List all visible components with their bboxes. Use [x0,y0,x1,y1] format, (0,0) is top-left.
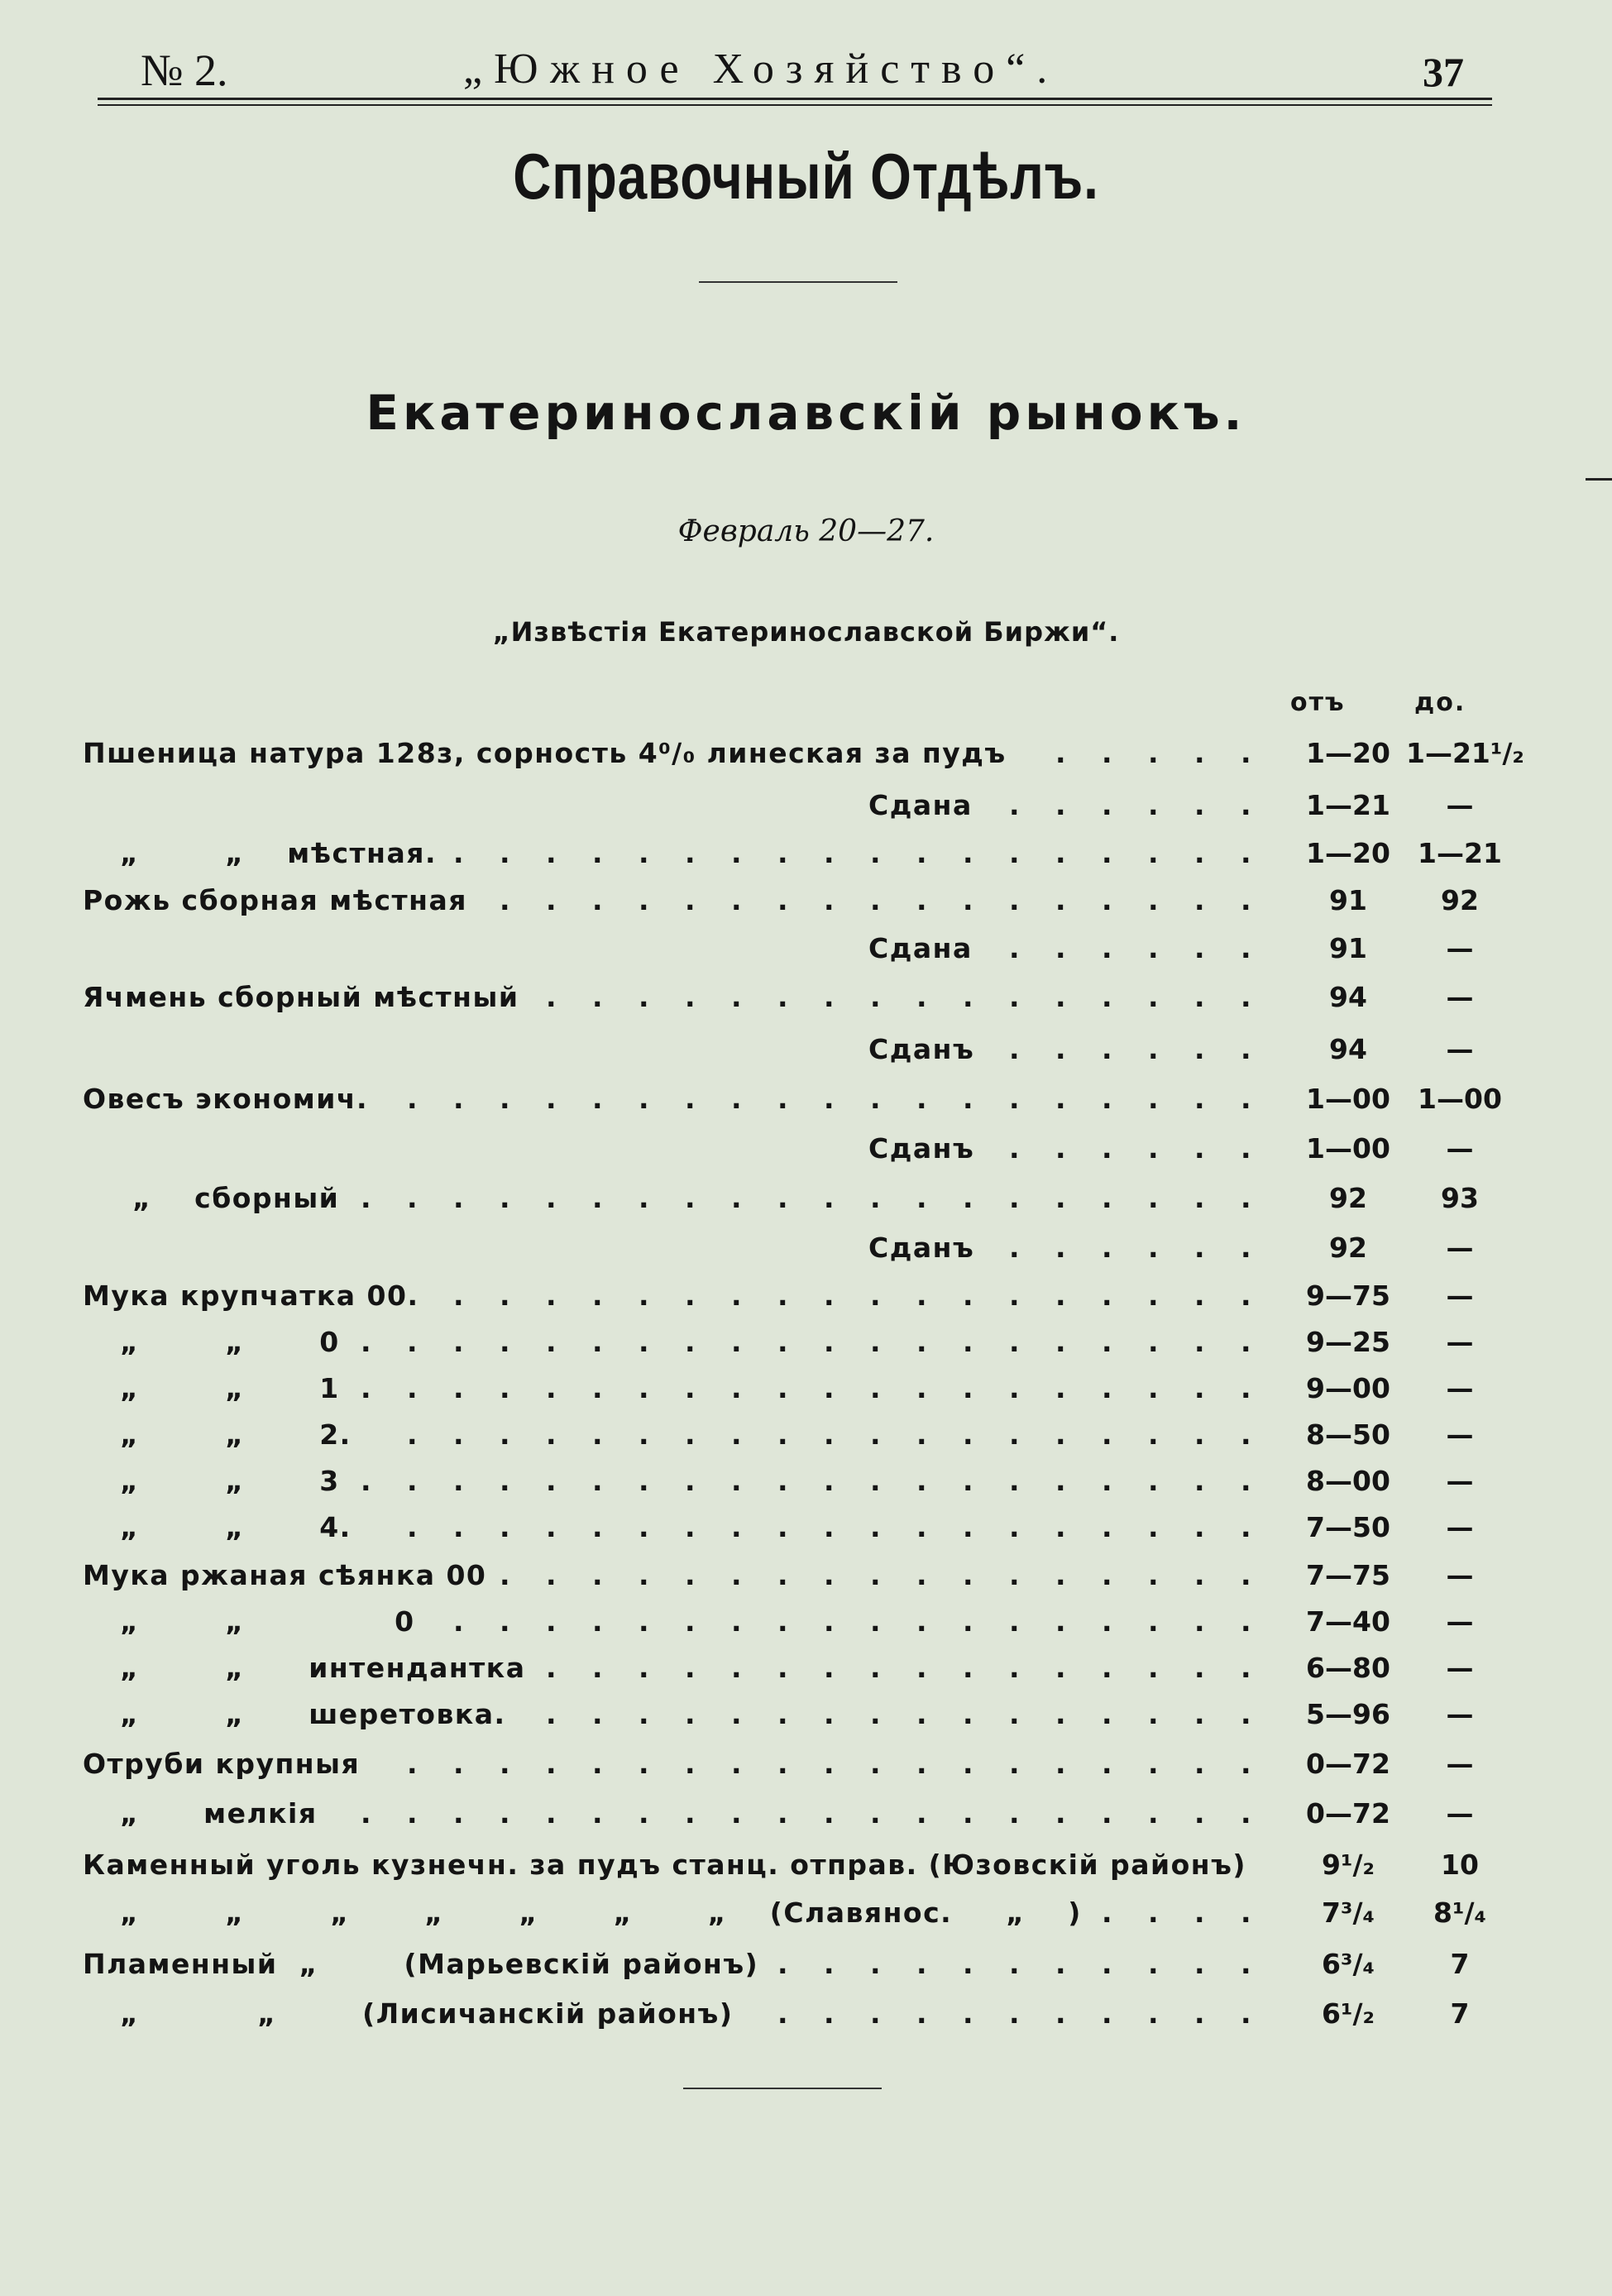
table-row [83,1740,1505,1788]
row-label: Сдана [868,789,973,821]
price-to: 1—21¹/₂ [1406,737,1524,769]
table-row [83,973,1505,1021]
dot-leader: . . . . . . . . . . . [777,1948,1251,1980]
price-to: 7 [1450,1997,1470,2030]
price-from: 92 [1329,1232,1367,1264]
price-to: — [1446,1232,1474,1264]
price-from: 5—96 [1306,1698,1390,1730]
table-row [83,1075,1505,1123]
page-number: 37 [1423,49,1464,95]
price-from: 91 [1329,884,1367,916]
header-rule [98,98,1492,100]
dot-leader: . . . . . . . . . . . . . . . . . . . . [361,1465,1251,1497]
dot-leader: . . . . . . . . . . . . . . . . [546,1698,1251,1730]
table-row [83,1504,1505,1552]
table-row [83,1790,1505,1838]
price-from: 1—00 [1306,1132,1390,1165]
row-label: Ячмень сборный мѣстный [83,981,519,1013]
table-row [83,1691,1505,1739]
dot-leader: . . . . . . . . . . . . . . . . . . . [407,1418,1251,1451]
row-label: Сдана [868,932,973,964]
table-row [83,1224,1505,1272]
price-from: 1—21 [1306,789,1390,821]
table-row [83,1552,1505,1600]
dot-leader: . . . . . . [1009,789,1251,821]
row-label: „ „ „ „ „ „ „ (Славянос. „ ) [120,1897,1082,1929]
price-from: 7—75 [1306,1559,1390,1591]
table-row [83,1889,1505,1937]
price-to: — [1446,1698,1474,1730]
dot-leader: . . . . . . . . . . . . . . . . [546,1652,1251,1684]
table-row [83,1598,1505,1646]
price-to: 8¹/₄ [1433,1897,1486,1929]
price-to: — [1446,1372,1474,1404]
dot-leader: . . . . . . . . . . . . . . . . . . [453,1605,1251,1638]
row-label: „ „ шеретовка. [120,1698,506,1730]
price-to: — [1446,1465,1474,1497]
price-from: 7—50 [1306,1511,1390,1543]
price-to: — [1446,932,1474,964]
table-row [83,1272,1505,1320]
table-row [83,729,1524,777]
price-to: 10 [1441,1849,1479,1881]
row-label: „ сборный [132,1182,340,1214]
price-to: 1—21 [1418,837,1502,869]
journal-title: „Южное Хозяйство“. [463,45,1060,93]
price-from: 1—20 [1306,837,1390,869]
row-label: Овесъ экономич. [83,1083,369,1115]
price-to: — [1446,1033,1474,1065]
dot-leader: . . . . [1102,1897,1251,1929]
price-to: — [1446,1748,1474,1780]
price-from: 0—72 [1306,1797,1390,1830]
price-from: 6—80 [1306,1652,1390,1684]
price-to: — [1446,981,1474,1013]
row-label: Рожь сборная мѣстная [83,884,467,916]
row-label: Каменный уголь кузнечн. за пудъ станц. отправ. (Юзовскій районъ) [83,1849,1246,1881]
price-to: — [1446,1280,1474,1312]
header-rule [98,104,1492,106]
row-label: „ „ 0 [120,1326,340,1358]
table-row [83,1125,1505,1173]
price-from: 7—40 [1306,1605,1390,1638]
row-label: Отруби крупныя [83,1748,361,1780]
price-to: — [1446,789,1474,821]
row-label: Сданъ [868,1132,975,1165]
price-from: 6¹/₂ [1322,1997,1375,2030]
price-to: — [1446,1652,1474,1684]
row-label: „ „ интендантка [120,1652,526,1684]
price-to: — [1446,1511,1474,1543]
price-from: 9—75 [1306,1280,1390,1312]
price-to: 92 [1441,884,1479,916]
dot-leader: . . . . . . . . . . . . . . . . . . . [407,1083,1251,1115]
table-row [83,1457,1505,1505]
dot-leader: . . . . . . . . . . . . . . . . . . . . [361,1797,1251,1830]
row-label: Сданъ [868,1232,975,1264]
column-header-to: до. [1414,688,1466,717]
dot-leader: . . . . . . [1009,1033,1251,1065]
dot-leader: . . . . . . [1009,1232,1251,1264]
price-from: 1—20 [1306,737,1390,769]
price-from: 8—00 [1306,1465,1390,1497]
table-row [83,1644,1505,1692]
dot-leader: . . . . . . . . . . . [777,1997,1251,2030]
divider [683,2088,882,2089]
table-row [83,1411,1505,1459]
dot-leader: . . . . . . [1009,932,1251,964]
dot-leader: . . . . . . . . . . . . . . . . . . . [407,1748,1251,1780]
price-to: — [1446,1559,1474,1591]
source-line: „Извѣстія Екатеринославской Биржи“. [492,616,1120,648]
row-label: „ „ 4. [120,1511,352,1543]
price-to: — [1446,1418,1474,1451]
row-label: Пшеница натура 128з, сорность 4⁰/₀ линеская за пудъ [83,737,1007,769]
market-title: Екатеринославскій рынокъ. [366,385,1246,441]
table-row [83,782,1505,830]
price-to: 1—00 [1418,1083,1502,1115]
row-label: „ „ 2. [120,1418,352,1451]
table-row [83,1990,1505,2038]
price-to: — [1446,1326,1474,1358]
row-label: „ „ мѣстная. [120,837,437,869]
dot-leader: . . . . . . . . . . . . . . . . . . . [407,1511,1251,1543]
price-from: 0—72 [1306,1748,1390,1780]
row-label: „ мелкія [120,1797,318,1830]
row-label: Мука крупчатка 00. [83,1280,419,1312]
table-row [83,1841,1505,1889]
dot-leader: . . . . . . . . . . . . . . . . . . [453,837,1251,869]
row-label: „ „ 1 [120,1372,340,1404]
price-to: — [1446,1797,1474,1830]
edge-mark [1586,478,1612,481]
price-to: — [1446,1605,1474,1638]
dot-leader: . . . . . . [1009,1132,1251,1165]
price-from: 9¹/₂ [1322,1849,1375,1881]
price-from: 94 [1329,1033,1367,1065]
dot-leader: . . . . . . . . . . . . . . . . . . . . [361,1326,1251,1358]
table-row [83,1174,1505,1222]
divider [699,281,897,283]
dot-leader: . . . . . . . . . . . . . . . . . . . . [361,1372,1251,1404]
dot-leader: . . . . . [1055,737,1251,769]
running-header [91,40,1489,106]
table-row [83,925,1505,973]
price-from: 1—00 [1306,1083,1390,1115]
date-range: Февраль 20—27. [677,514,935,548]
table-row [83,1026,1505,1074]
row-label: „ „ 3 [120,1465,340,1497]
row-label: Мука ржаная сѣянка 00 [83,1559,487,1591]
price-from: 91 [1329,932,1367,964]
table-row [83,1318,1505,1366]
dot-leader: . . . . . . . . . . . . . . . . . . . . [361,1182,1251,1214]
price-from: 8—50 [1306,1418,1390,1451]
price-to: 7 [1450,1948,1470,1980]
issue-number: № 2. [141,45,228,95]
row-label: Пламенный „ (Марьевскій районъ) [83,1948,759,1980]
dot-leader [1287,1841,1299,1889]
column-header-from: отъ [1290,688,1346,717]
table-row [83,877,1505,925]
price-from: 94 [1329,981,1367,1013]
row-label: „ „ 0 [120,1605,415,1638]
dot-leader: . . . . . . . . . . . . . . . . . [500,884,1251,916]
price-to: — [1446,1132,1474,1165]
price-from: 7³/₄ [1322,1897,1375,1929]
dot-leader: . . . . . . . . . . . . . . . . . . [453,1280,1251,1312]
row-label: Сданъ [868,1033,975,1065]
row-label: „ „ (Лисичанскій районъ) [120,1997,734,2030]
price-from: 6³/₄ [1322,1948,1375,1980]
price-from: 9—25 [1306,1326,1390,1358]
price-to: 93 [1441,1182,1479,1214]
table-row [83,830,1505,878]
dot-leader: . . . . . . . . . . . . . . . . . [500,1559,1251,1591]
table-row [83,1365,1505,1413]
price-from: 9—00 [1306,1372,1390,1404]
section-title: Справочный Отдѣлъ. [513,140,1099,213]
dot-leader: . . . . . . . . . . . . . . . . [546,981,1251,1013]
table-row [83,1940,1505,1988]
price-from: 92 [1329,1182,1367,1214]
